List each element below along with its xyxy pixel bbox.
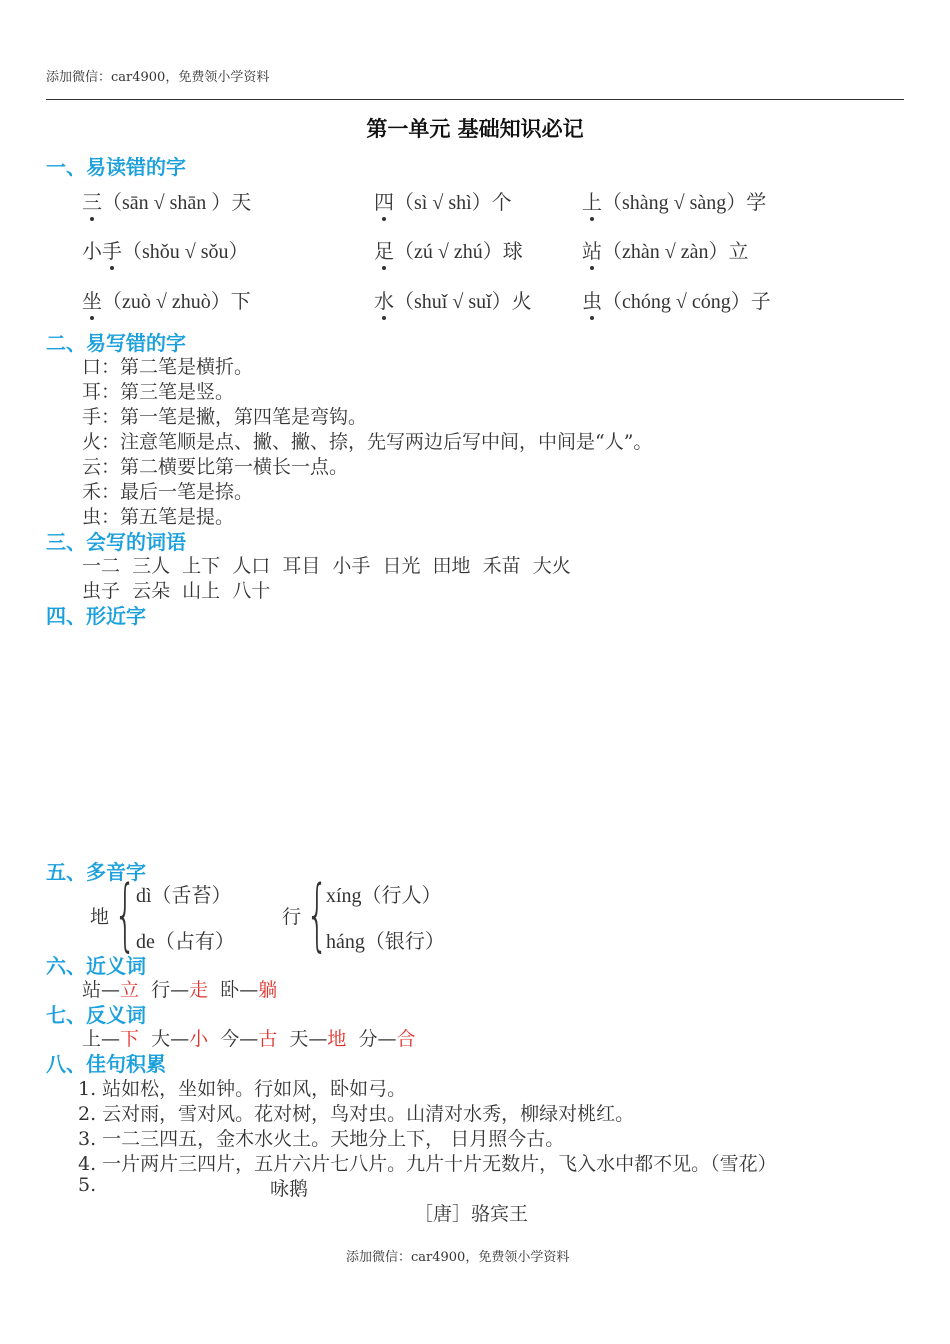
polyphone-reading: xíng（行人）: [326, 885, 442, 907]
stroke-note: 禾：最后一笔是捺。: [82, 481, 254, 503]
section-heading-4: 四、形近字: [46, 604, 146, 628]
section-heading-7: 七、反义词: [46, 1003, 146, 1027]
target-char: 站: [582, 235, 602, 264]
answer-word: 走: [189, 979, 209, 1001]
word: 卧—: [220, 979, 259, 1001]
target-char: 水: [374, 285, 394, 314]
sentence-item: 1. 站如松，坐如钟。行如风，卧如弓。: [78, 1078, 407, 1100]
synonym-list: [82, 975, 277, 1002]
word: 站—: [82, 979, 121, 1001]
target-char: 足: [374, 235, 394, 264]
polyphone-reading: dì（舌苔）: [136, 885, 232, 907]
word-tail: 学: [746, 192, 767, 214]
footer-note: 添加微信：car4900，免费领小学资料: [346, 1250, 570, 1265]
pronunciation-item: [582, 285, 771, 314]
target-char: 手: [102, 235, 122, 264]
stroke-note: 虫：第五笔是提。: [82, 506, 235, 528]
pronunciation-item: [374, 186, 512, 215]
header-divider: [46, 99, 904, 100]
word: 大—: [151, 1028, 190, 1050]
pronunciation-item: [82, 235, 249, 264]
sentence-item: 4. 一片两片三四片，五片六片七八片。九片十片无数片，飞入水中都不见。（雪花）: [78, 1153, 777, 1175]
word: 上—: [82, 1028, 121, 1050]
answer-word: 躺: [258, 979, 278, 1001]
section-heading-5: 五、多音字: [46, 860, 146, 884]
word-tail: 天: [231, 192, 252, 214]
pronunciation-item: [374, 285, 532, 314]
stroke-note: 云：第二横要比第一横长一点。: [82, 456, 349, 478]
target-char: 四: [374, 186, 394, 215]
section-heading-8: 八、佳句积累: [46, 1052, 166, 1076]
plain-char: 小: [82, 241, 102, 263]
polyphone-char: 行: [282, 906, 302, 928]
pinyin-choice: （zhàn √ zàn）: [602, 241, 729, 263]
answer-word: 合: [396, 1028, 416, 1050]
pronunciation-item: [82, 186, 251, 215]
pinyin-choice: （sān √ shān ）: [102, 192, 232, 214]
header-note: 添加微信：car4900，免费领小学资料: [46, 70, 270, 85]
section-heading-2: 二、易写错的字: [46, 331, 186, 355]
pinyin-choice: （shàng √ sàng）: [602, 192, 747, 214]
poem-author: ［唐］骆宾王: [414, 1203, 529, 1225]
section-heading-6: 六、近义词: [46, 954, 146, 978]
target-char: 坐: [82, 285, 102, 314]
section-heading-1: 一、易读错的字: [46, 155, 186, 179]
word-list: 虫子 云朵 山上 八十: [82, 580, 271, 602]
word-tail: 火: [511, 291, 532, 313]
word-tail: 个: [491, 192, 512, 214]
stroke-note: 手：第一笔是撇，第四笔是弯钩。: [82, 406, 368, 428]
answer-word: 立: [120, 979, 140, 1001]
word-tail: 子: [750, 291, 771, 313]
sentence-item: 2. 云对雨，雪对风。花对树，鸟对虫。山清对水秀，柳绿对桃红。: [78, 1103, 635, 1125]
antonym-list: [82, 1024, 416, 1051]
answer-word: 古: [258, 1028, 278, 1050]
pronunciation-item: [582, 186, 766, 215]
target-char: 虫: [582, 285, 602, 314]
word-tail: 立: [728, 241, 749, 263]
answer-word: 小: [189, 1028, 209, 1050]
word: 行—: [151, 979, 190, 1001]
pinyin-choice: （chóng √ cóng）: [602, 291, 751, 313]
pinyin-choice: （shǒu √ sǒu）: [122, 241, 249, 263]
page-title: 第一单元 基础知识必记: [366, 117, 584, 141]
pinyin-choice: （zú √ zhú）: [394, 241, 503, 263]
word-tail: 球: [502, 241, 523, 263]
pinyin-choice: （zuò √ zhuò）: [102, 291, 231, 313]
stroke-note: 口：第二笔是横折。: [82, 356, 254, 378]
word-list: 一二 三人 上下 人口 耳目 小手 日光 田地 禾苗 大火: [82, 555, 571, 577]
polyphone-char: 地: [90, 906, 110, 928]
answer-word: 下: [120, 1028, 140, 1050]
stroke-note: 火：注意笔顺是点、撇、撇、捺，先写两边后写中间，中间是“人”。: [82, 431, 653, 453]
polyphone-reading: háng（银行）: [326, 931, 445, 953]
pronunciation-item: [374, 235, 523, 264]
sentence-item: 3. 一二三四五，金木水火土。天地分上下， 日月照今古。: [78, 1128, 565, 1150]
word: 今—: [220, 1028, 259, 1050]
stroke-note: 耳：第三笔是竖。: [82, 381, 235, 403]
target-char: 三: [82, 186, 102, 215]
section-heading-3: 三、会写的词语: [46, 530, 186, 554]
word-tail: 下: [230, 291, 251, 313]
answer-word: 地: [327, 1028, 347, 1050]
pronunciation-item: [82, 285, 251, 314]
brace-icon: {: [114, 870, 137, 960]
polyphone-reading: de（占有）: [136, 931, 235, 953]
sentence-item-number: 5.: [78, 1174, 97, 1196]
target-char: 上: [582, 186, 602, 215]
word: 天—: [289, 1028, 328, 1050]
word: 分—: [358, 1028, 397, 1050]
pinyin-choice: （shuǐ √ suǐ）: [394, 291, 512, 313]
poem-title: 咏鹅: [270, 1178, 309, 1200]
brace-icon: {: [306, 870, 329, 960]
pronunciation-item: [582, 235, 748, 264]
pinyin-choice: （sì √ shì）: [394, 192, 492, 214]
